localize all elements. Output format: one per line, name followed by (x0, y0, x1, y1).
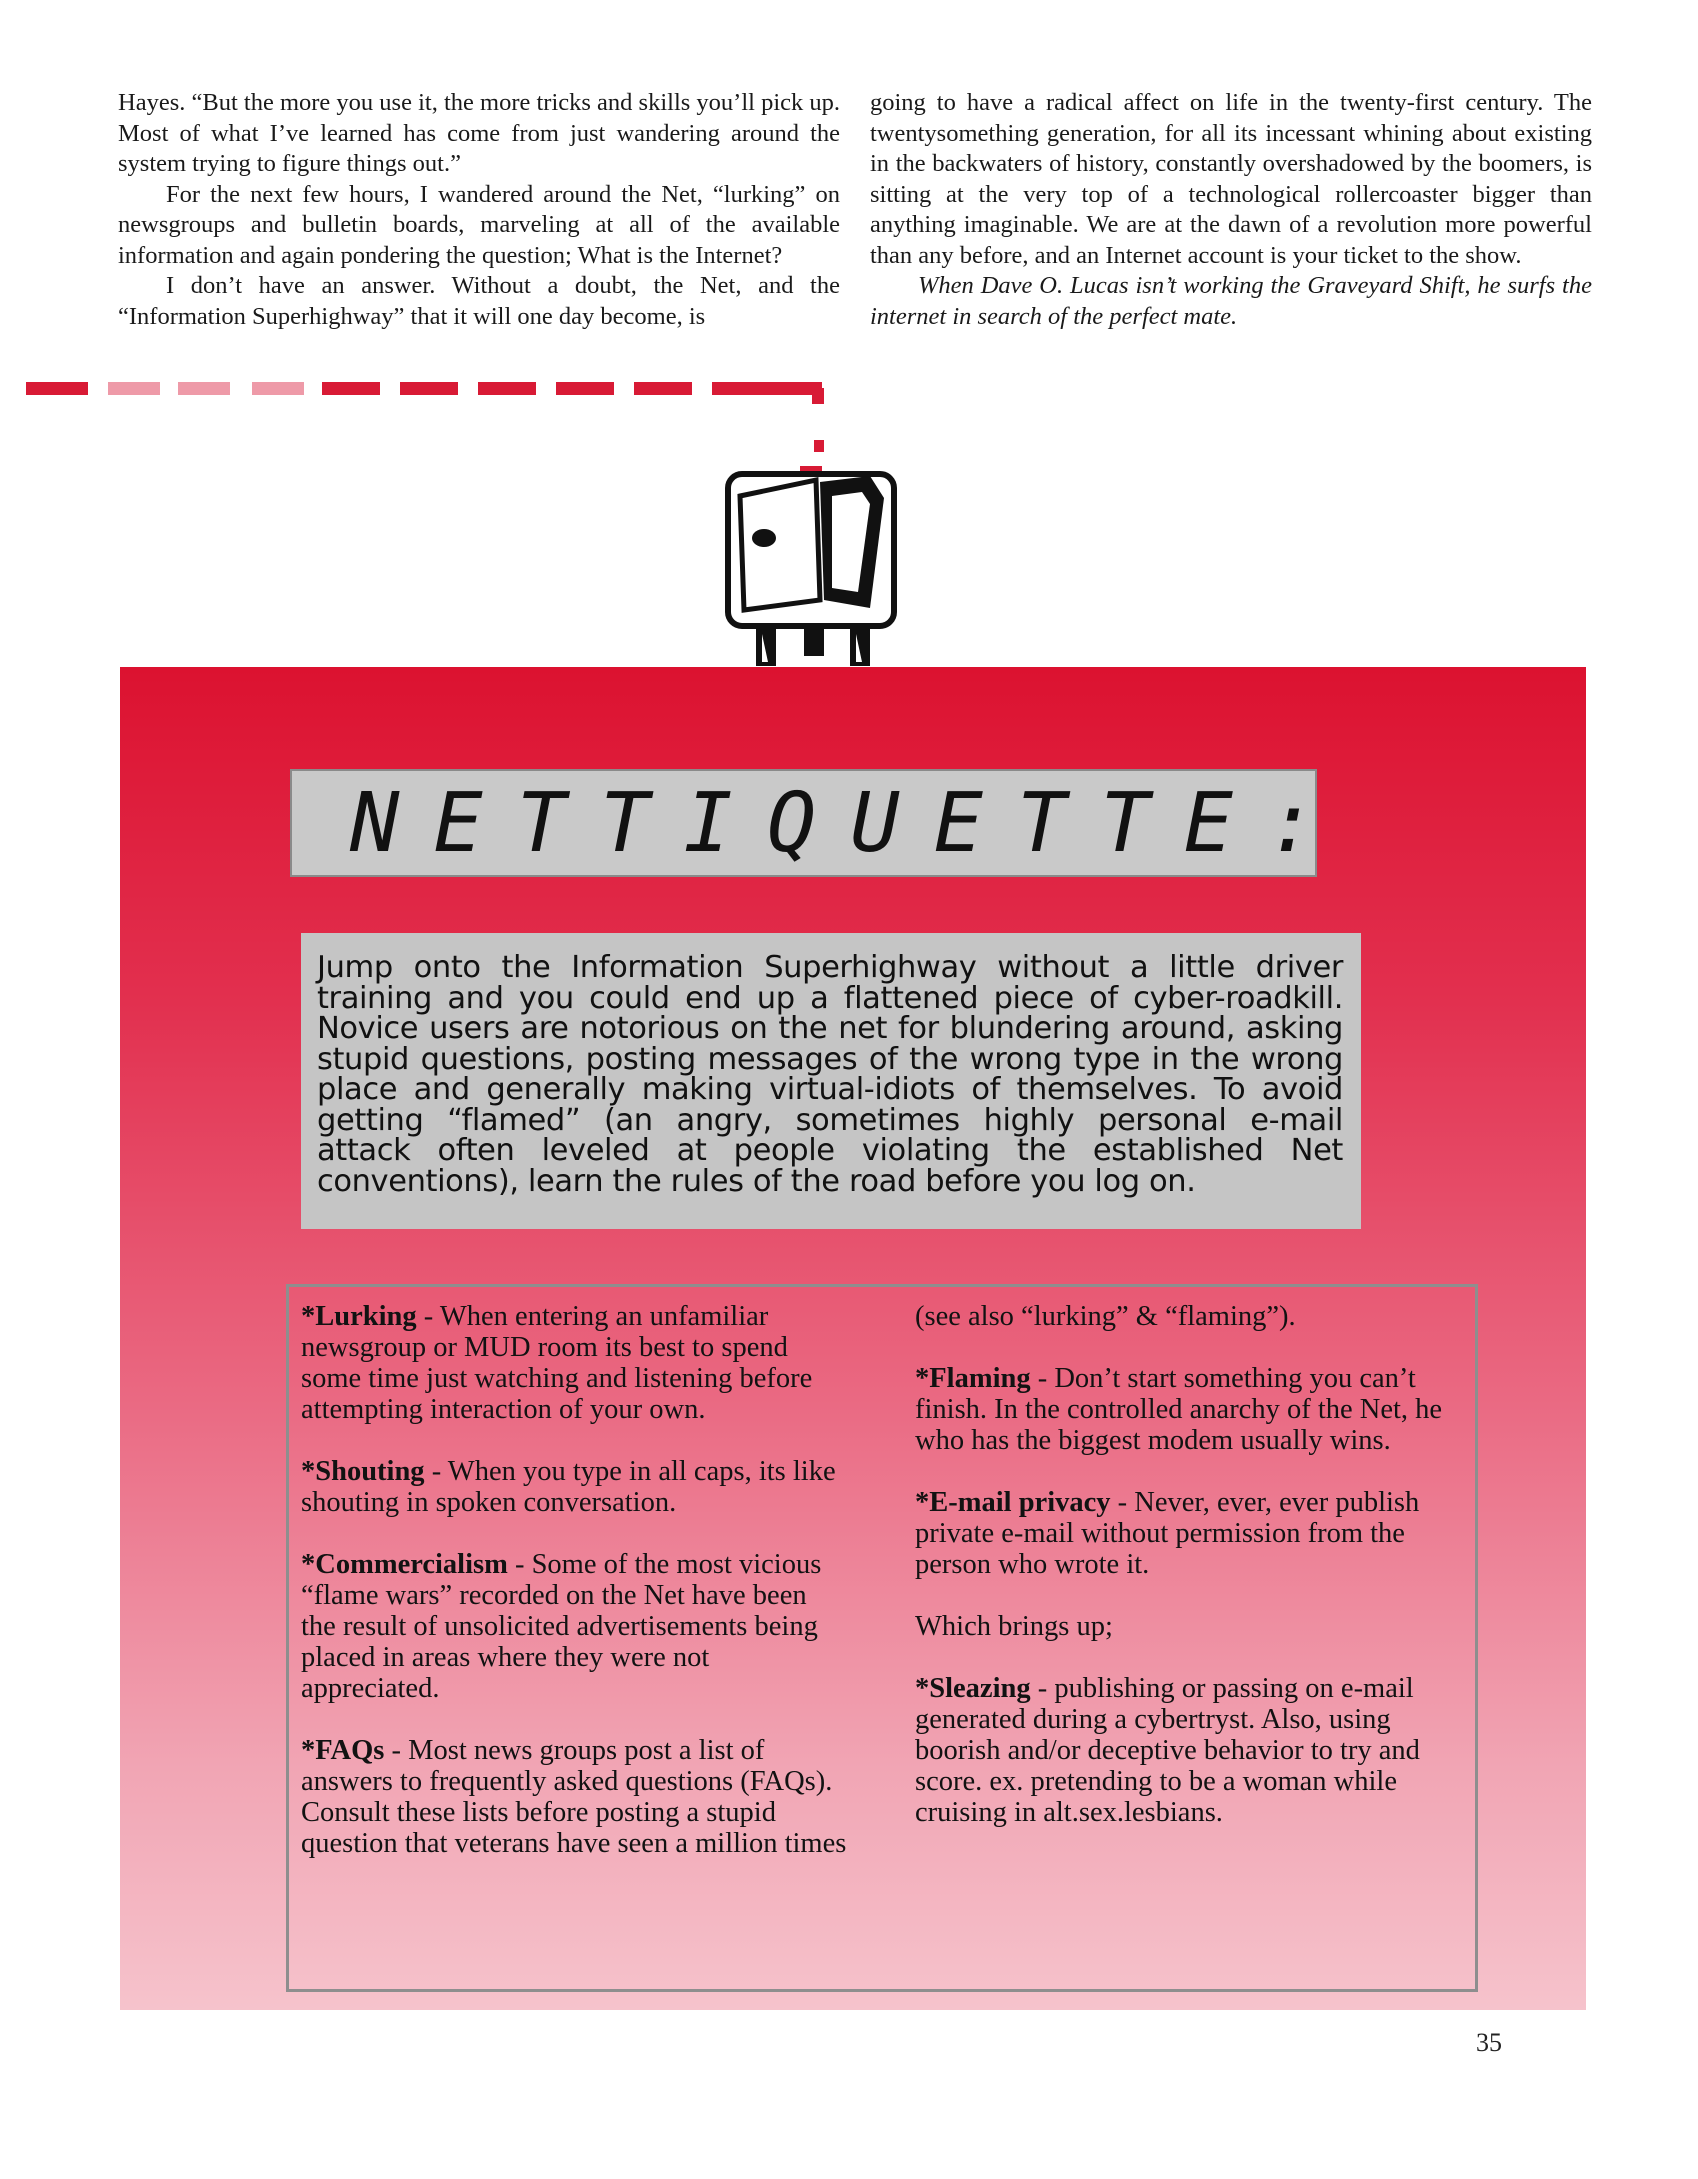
article-right-column (870, 88, 1592, 332)
page-number: 35 (1476, 2028, 1502, 2057)
rule-item (915, 1673, 1461, 1828)
rules-box (286, 1284, 1478, 1992)
rule-text: - When you type in all caps, its like shouting in spoken conversation. (301, 1456, 836, 1518)
rule-text: - Never, ever, ever publish private e-mail without permission from the person who wrote it. (915, 1487, 1420, 1580)
author-note: When Dave O. Lucas isn’t working the Graveyard Shift, he surfs the internet in search of the perfect mate. (870, 272, 1592, 330)
rule-term: *Lurking (301, 1301, 417, 1332)
rule-item (915, 1363, 1461, 1456)
nettiquette-sidebar (120, 667, 1586, 2010)
rule-text: - When entering an unfamiliar newsgroup or MUD room its best to spend some time just watching and listening before attempting interaction of your own. (301, 1301, 813, 1425)
sidebar-title-plate (290, 769, 1351, 877)
article-paragraph: For the next few hours, I wandered around the Net, “lurking” on newsgroups and bulletin boards, marveling at all of the available information and again pondering the question; What is the Internet? (118, 180, 840, 269)
plug-icon (720, 438, 900, 668)
rule-item (301, 1549, 847, 1704)
rule-text: (see also “lurking” & “flaming”). (915, 1301, 1296, 1332)
rule-item (301, 1301, 847, 1425)
rule-text: - Don’t start something you can’t finish. In the controlled anarchy of the Net, he who has the biggest modem usually wins. (915, 1363, 1443, 1456)
rule-text: - Some of the most vicious “flame wars” recorded on the Net have been the result of unsolicited advertisements being placed in areas where they were not appreciated. (301, 1549, 822, 1704)
rule-term: *FAQs (301, 1735, 385, 1766)
rule-term: *Flaming (915, 1363, 1031, 1394)
article-paragraph: I don’t have an answer. Without a doubt, the Net, and the “Information Superhighway” that it will one day become, is (118, 272, 840, 330)
rule-term: *Shouting (301, 1456, 425, 1487)
rule-item (915, 1611, 1461, 1642)
rules-right-column (915, 1301, 1461, 1979)
rules-left-column (301, 1301, 847, 1979)
sidebar-intro: Jump onto the Information Superhighway without a little driver training and you could end up a flattened piece of cyber-roadkill. Novice users are notorious on the net for blundering around, asking stupid questions, posting messages of the wrong type in the wrong place and generally making virtual-idiots of themselves. To avoid getting “flamed” (an angry, sometimes highly personal e-mail attack often leveled at people violating the established Net conventions), learn the rules of the road before you log on. (301, 933, 1361, 1229)
article-left-column (118, 88, 840, 332)
rule-term: *Sleazing (915, 1673, 1031, 1704)
rule-item (915, 1487, 1461, 1580)
article-paragraph: going to have a radical affect on life in the twenty-first century. The twentysomething generation, for all its incessant whining about existing in the backwaters of history, constantly overshadowed by the boomers, is sitting at the very top of a technological rollercoaster bigger than anything imaginable. We are at the dawn of a revolution more powerful than any before, and an Internet account is your ticket to the show. (870, 89, 1592, 269)
rule-text: - Most news groups post a list of answers to frequently asked questions (FAQs). Consult these lists before posting a stupid question that veterans have seen a million times (301, 1735, 847, 1859)
rule-item (915, 1301, 1461, 1332)
sidebar-title: NETTIQUETTE: (350, 775, 1351, 871)
rule-item (301, 1735, 847, 1859)
rule-item (301, 1456, 847, 1518)
article-paragraph: Hayes. “But the more you use it, the more tricks and skills you’ll pick up. Most of what I’ve learned has come from just wandering around the system trying to figure things out.” (118, 89, 840, 177)
rule-term: *Commercialism (301, 1549, 508, 1580)
rule-text: - publishing or passing on e-mail generated during a cybertryst. Also, using boorish and/or deceptive behavior to try and score. ex. pretending to be a woman while cruising in alt.sex.lesbians. (915, 1673, 1420, 1828)
rule-term: *E-mail privacy (915, 1487, 1111, 1518)
rule-text: Which brings up; (915, 1611, 1113, 1642)
